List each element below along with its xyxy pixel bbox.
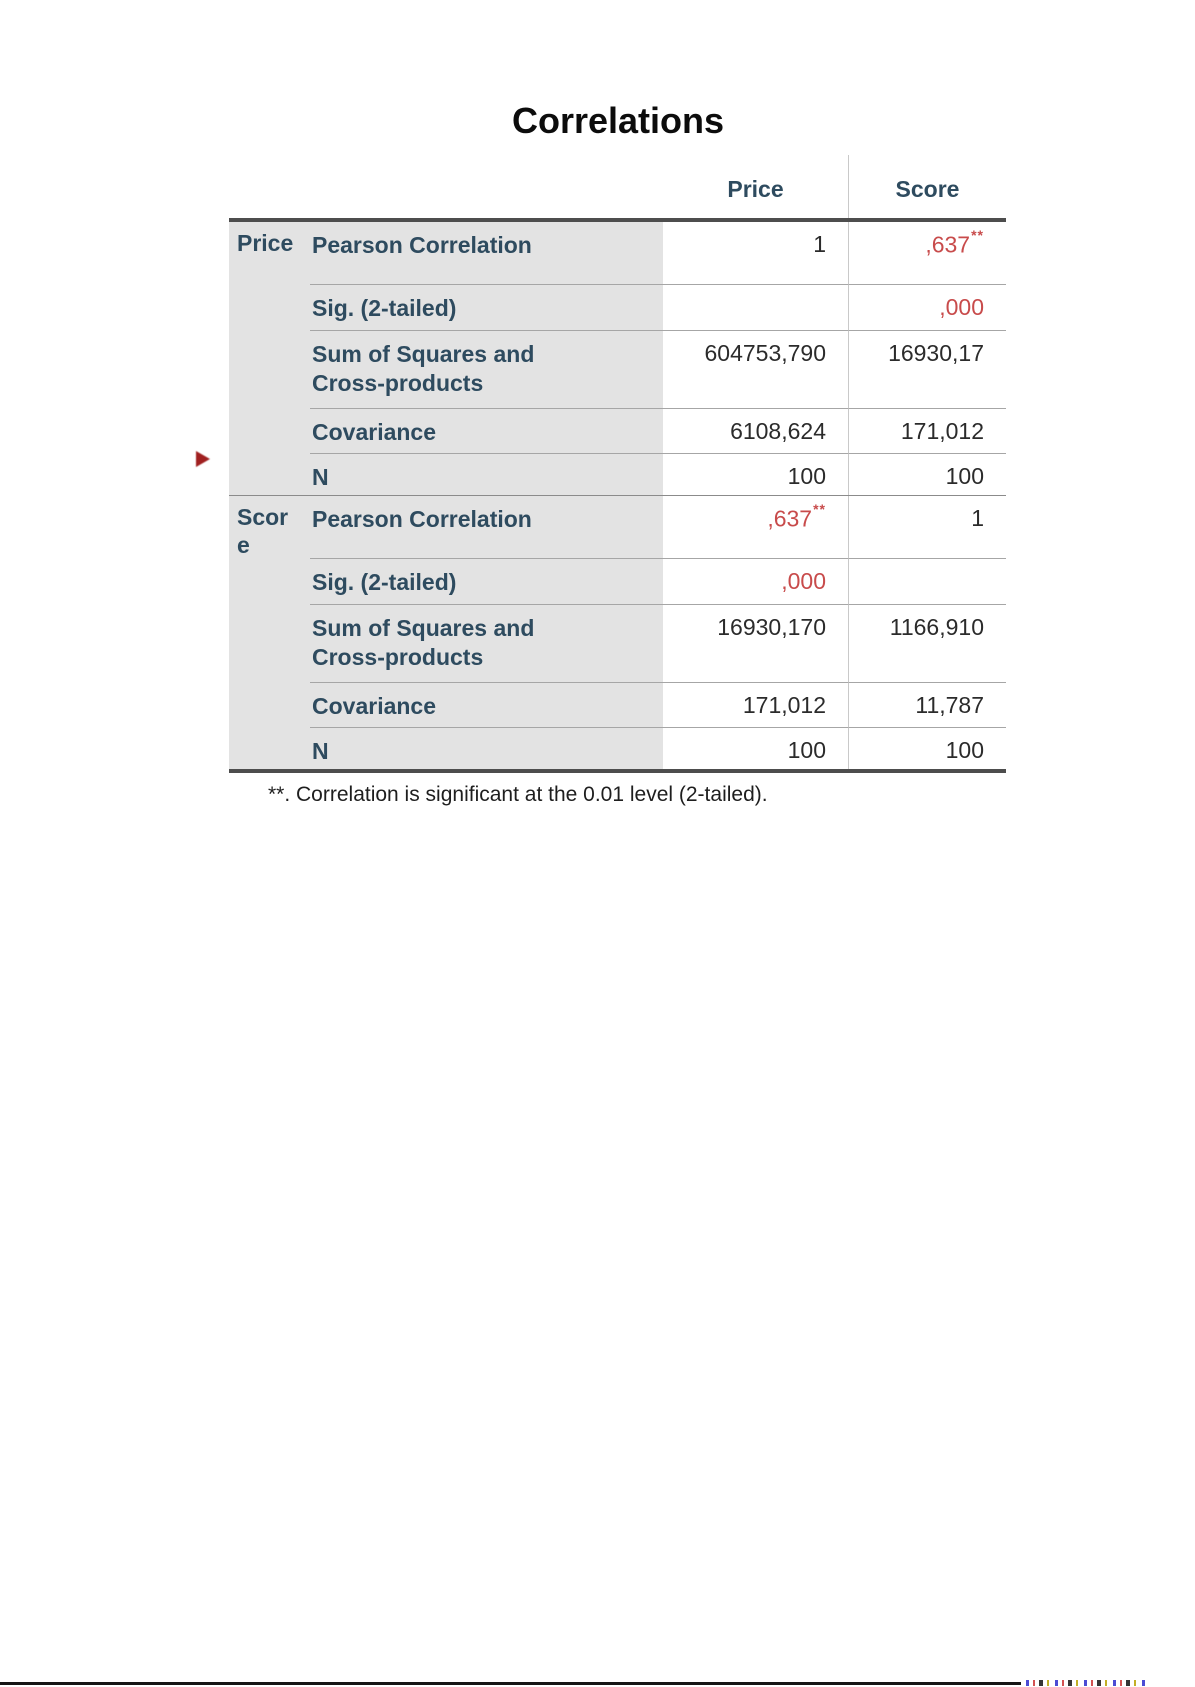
value-cell: 11,787	[848, 682, 1006, 727]
col-header-price: Price	[727, 176, 784, 202]
row-label: Pearson Correlation	[310, 222, 663, 284]
row-label: Sum of Squares and Cross-products	[310, 330, 663, 408]
value-cell: 1	[848, 496, 1006, 558]
value-cell: 604753,790	[663, 330, 848, 408]
row-group-price	[229, 222, 1006, 495]
row-label: Sum of Squares and Cross-products	[310, 604, 663, 682]
correlations-table[interactable]	[229, 155, 1006, 773]
value-cell: 1166,910	[848, 604, 1006, 682]
significance-stars: **	[971, 227, 984, 243]
row-label: N	[310, 453, 663, 495]
value-cell: 16930,170	[663, 604, 848, 682]
value-cell: ,000	[848, 284, 1006, 330]
value-cell: 171,012	[663, 682, 848, 727]
value-cell: 6108,624	[663, 408, 848, 453]
row-label: Pearson Correlation	[310, 496, 663, 558]
value-cell	[663, 284, 848, 330]
row-group-label: Score	[229, 496, 310, 769]
significance-stars: **	[813, 501, 826, 517]
row-group-score	[229, 495, 1006, 769]
value-cell: ,637**	[663, 496, 848, 558]
value-cell: ,637**	[848, 222, 1006, 284]
value-cell: 100	[848, 453, 1006, 495]
row-label: Covariance	[310, 682, 663, 727]
col-header-score: Score	[848, 155, 1006, 218]
value-cell	[848, 558, 1006, 604]
value-cell: 100	[663, 453, 848, 495]
selection-arrow-icon	[196, 451, 210, 467]
table-bottom-rule	[229, 769, 1006, 773]
row-label: Covariance	[310, 408, 663, 453]
header-spacer	[229, 155, 310, 218]
value-cell: 16930,17	[848, 330, 1006, 408]
value-cell: 1	[663, 222, 848, 284]
table-footnote: **. Correlation is significant at the 0.01 level (2-tailed).	[268, 783, 768, 806]
table-header-row	[229, 155, 1006, 218]
value-cell: 100	[663, 727, 848, 769]
value-cell: 100	[848, 727, 1006, 769]
row-label: Sig. (2-tailed)	[310, 284, 663, 330]
value-cell: ,000	[663, 558, 848, 604]
page-title: Correlations	[511, 100, 725, 141]
row-group-label: Price	[229, 222, 310, 495]
row-label: Sig. (2-tailed)	[310, 558, 663, 604]
row-label: N	[310, 727, 663, 769]
header-spacer	[310, 155, 663, 218]
page-edge-rule	[0, 1682, 1021, 1685]
value-cell: 171,012	[848, 408, 1006, 453]
page-edge-artifact	[1026, 1680, 1146, 1686]
